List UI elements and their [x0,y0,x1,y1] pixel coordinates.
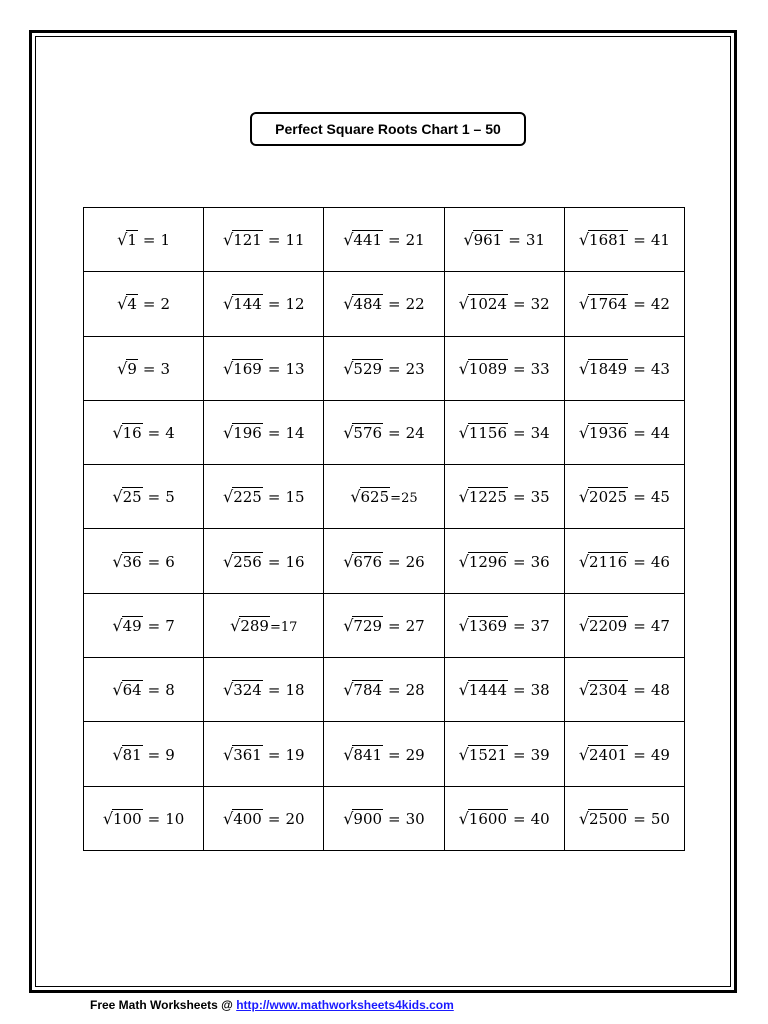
table-cell [84,658,204,722]
root-value: 35 [530,488,550,507]
table-cell [204,272,324,336]
table-cell [324,722,444,786]
table-row [84,529,685,593]
footer [90,998,454,1012]
root-value: 36 [530,552,550,571]
chart-title-text: Perfect Square Roots Chart 1 – 50 [275,121,501,137]
table-cell [444,400,564,464]
radicand: 225 [233,488,262,507]
radical-icon: √ [343,808,354,828]
root-value: 27 [405,616,425,635]
radicand: 1600 [468,809,508,828]
table-cell [324,658,444,722]
radicand: 2500 [589,809,628,828]
table-cell [324,208,444,272]
radicand: 256 [233,552,262,571]
radical-icon: √ [230,615,241,635]
root-value: 21 [405,231,425,250]
radicand: 2401 [589,745,628,764]
radicand: 100 [113,809,142,828]
radical-icon: √ [578,680,590,700]
table-cell [204,465,324,529]
table-cell [204,593,324,657]
radicand: 2304 [589,681,628,700]
table-cell [204,529,324,593]
root-value: 31 [525,231,545,250]
equals-sign: = [267,809,281,828]
equals-sign: = [388,231,401,250]
radical-icon: √ [578,294,590,314]
radicand: 576 [353,424,383,443]
root-value: 13 [285,359,305,378]
table-cell [324,465,444,529]
radicand: 2116 [589,552,628,571]
radical-icon: √ [343,423,354,443]
root-value: 40 [530,809,550,828]
equals-sign: = [147,809,161,828]
table-cell [84,336,204,400]
root-value: 32 [530,295,550,314]
table-row [84,465,685,529]
equals-sign: = [267,231,281,250]
equals-sign: = [513,359,526,378]
radicand: 1521 [468,745,508,764]
root-value: 16 [285,552,305,571]
root-value: 47 [650,616,670,635]
radical-icon: √ [458,615,469,635]
radical-icon: √ [112,615,123,635]
root-value: 33 [530,359,550,378]
root-value: 5 [165,488,175,507]
radical-icon: √ [117,294,128,314]
radicand: 441 [353,231,383,250]
radical-icon: √ [578,230,590,250]
radicand: 81 [122,745,142,764]
radicand: 1681 [589,231,628,250]
equals-sign: = [267,424,281,443]
equals-sign: = [147,488,161,507]
radical-icon: √ [112,423,123,443]
radicand: 289 [240,616,269,635]
radicand: 625 [360,488,390,507]
radicand: 1156 [468,424,508,443]
table-cell [204,400,324,464]
equals-sign: = [267,488,281,507]
root-value: 7 [165,616,175,635]
root-value: 10 [165,809,185,828]
equals-sign: = [267,745,281,764]
root-value: 22 [405,295,425,314]
table-row [84,336,685,400]
root-value: 39 [530,745,550,764]
equals-sign: = [513,295,526,314]
footer-label: Free Math Worksheets @ [90,998,237,1012]
radicand: 1 [127,231,137,250]
radical-icon: √ [458,744,469,764]
root-value: 45 [650,488,670,507]
radical-icon: √ [578,615,590,635]
table-cell [84,593,204,657]
equals-sign: = [633,809,646,828]
radical-icon: √ [112,487,123,507]
root-value: 37 [530,616,550,635]
equals-sign: = [633,745,646,764]
root-value: 11 [285,231,305,250]
table-cell [324,400,444,464]
radicand: 1089 [468,359,508,378]
radical-icon: √ [350,487,361,507]
radicand: 676 [353,552,383,571]
radical-icon: √ [458,358,469,378]
equals-sign: = [513,681,526,700]
radical-icon: √ [578,487,590,507]
radical-icon: √ [223,230,234,250]
equals-sign: = [633,552,646,571]
root-value: 18 [285,681,305,700]
equals-sign: = [142,359,156,378]
equals-sign: = [513,488,526,507]
radical-icon: √ [458,680,469,700]
table-cell [84,400,204,464]
equals-sign: = [390,491,402,507]
table-row [84,272,685,336]
square-roots-table [83,207,685,851]
radical-icon: √ [343,744,354,764]
equals-sign: = [633,359,646,378]
radical-icon: √ [223,294,234,314]
radical-icon: √ [343,615,354,635]
chart-title [250,112,526,146]
radical-icon: √ [343,551,354,571]
radical-icon: √ [223,358,234,378]
radicand: 400 [233,809,262,828]
root-value: 44 [650,424,670,443]
radicand: 121 [233,231,262,250]
root-value: 41 [650,231,670,250]
radicand: 144 [233,295,262,314]
table-cell [564,465,684,529]
radical-icon: √ [458,808,469,828]
root-value: 46 [650,552,670,571]
root-value: 6 [165,552,175,571]
table-cell [564,272,684,336]
radical-icon: √ [223,808,234,828]
equals-sign: = [269,619,281,635]
radical-icon: √ [112,744,123,764]
table-cell [564,336,684,400]
table-cell [444,658,564,722]
table-cell [444,786,564,850]
root-value: 49 [650,745,670,764]
root-value: 48 [650,681,670,700]
equals-sign: = [388,681,401,700]
equals-sign: = [142,231,156,250]
radical-icon: √ [578,808,590,828]
radical-icon: √ [458,487,469,507]
radicand: 1024 [468,295,508,314]
radical-icon: √ [112,680,123,700]
table-cell [564,400,684,464]
radicand: 900 [353,809,383,828]
table-cell [444,465,564,529]
root-value: 20 [285,809,305,828]
equals-sign: = [388,359,401,378]
radicand: 361 [233,745,262,764]
table-row [84,593,685,657]
radical-icon: √ [223,551,234,571]
radical-icon: √ [117,230,128,250]
table-cell [324,593,444,657]
table-cell [204,658,324,722]
equals-sign: = [147,616,161,635]
root-value: 4 [165,424,175,443]
radical-icon: √ [223,744,234,764]
radicand: 1296 [468,552,508,571]
equals-sign: = [267,552,281,571]
radical-icon: √ [578,358,590,378]
table-cell [564,658,684,722]
radicand: 25 [122,488,142,507]
root-value: 50 [650,809,670,828]
radicand: 2209 [589,616,628,635]
radical-icon: √ [458,294,469,314]
equals-sign: = [388,295,401,314]
table-cell [84,465,204,529]
radical-icon: √ [458,423,469,443]
radical-icon: √ [343,680,354,700]
table-row [84,208,685,272]
root-value: 12 [285,295,305,314]
radicand: 16 [122,424,142,443]
table-cell [324,336,444,400]
radicand: 841 [353,745,383,764]
table-cell [444,336,564,400]
root-value: 42 [650,295,670,314]
equals-sign: = [513,745,526,764]
equals-sign: = [267,359,281,378]
equals-sign: = [388,809,401,828]
table-cell [564,529,684,593]
table-cell [444,722,564,786]
table-cell [564,786,684,850]
root-value: 28 [405,681,425,700]
radicand: 64 [122,681,142,700]
radical-icon: √ [458,551,469,571]
root-value: 43 [650,359,670,378]
table-row [84,658,685,722]
root-value: 15 [285,488,305,507]
radicand: 169 [233,359,262,378]
radicand: 9 [127,359,137,378]
table-row [84,400,685,464]
table-cell [84,786,204,850]
equals-sign: = [267,295,281,314]
radical-icon: √ [112,551,123,571]
radical-icon: √ [223,487,234,507]
equals-sign: = [388,424,401,443]
equals-sign: = [513,552,526,571]
table-cell [204,722,324,786]
root-value: 26 [405,552,425,571]
radical-icon: √ [117,358,128,378]
radical-icon: √ [578,744,590,764]
table-cell [564,722,684,786]
equals-sign: = [388,616,401,635]
root-value: 9 [165,745,175,764]
radicand: 784 [353,681,383,700]
table-cell [444,593,564,657]
radical-icon: √ [463,230,474,250]
equals-sign: = [388,745,401,764]
root-value: 2 [160,295,171,314]
table-cell [444,272,564,336]
equals-sign: = [513,424,526,443]
radicand: 4 [127,295,137,314]
table-cell [444,208,564,272]
root-value: 30 [405,809,425,828]
table-row [84,722,685,786]
radicand: 1936 [589,424,628,443]
root-value: 1 [160,231,171,250]
radicand: 484 [353,295,383,314]
footer-link[interactable]: http://www.mathworksheets4kids.com [236,998,454,1012]
table-cell [84,272,204,336]
table-cell [204,208,324,272]
table-cell [564,208,684,272]
root-value: 17 [280,619,298,635]
table-cell [84,722,204,786]
radicand: 1764 [589,295,628,314]
root-value: 3 [160,359,171,378]
root-value: 14 [285,424,305,443]
equals-sign: = [633,231,646,250]
radicand: 729 [353,616,383,635]
equals-sign: = [147,745,161,764]
table-cell [444,529,564,593]
radicand: 529 [353,359,383,378]
equals-sign: = [147,681,161,700]
equals-sign: = [267,681,281,700]
root-value: 24 [405,424,425,443]
table-cell [84,529,204,593]
table-cell [324,786,444,850]
radical-icon: √ [102,808,114,828]
table-cell [204,336,324,400]
table-row [84,786,685,850]
equals-sign: = [147,424,161,443]
radical-icon: √ [343,230,354,250]
equals-sign: = [633,295,646,314]
root-value: 34 [530,424,550,443]
equals-sign: = [147,552,161,571]
radicand: 1225 [468,488,508,507]
radicand: 1444 [468,681,508,700]
radical-icon: √ [223,423,234,443]
equals-sign: = [633,424,646,443]
radicand: 1849 [589,359,628,378]
radicand: 196 [233,424,262,443]
equals-sign: = [633,681,646,700]
radical-icon: √ [578,423,590,443]
equals-sign: = [513,616,526,635]
equals-sign: = [142,295,156,314]
equals-sign: = [633,488,646,507]
equals-sign: = [388,552,401,571]
equals-sign: = [513,809,526,828]
radical-icon: √ [343,294,354,314]
root-value: 29 [405,745,425,764]
root-value: 8 [165,681,175,700]
radicand: 36 [122,552,142,571]
root-value: 23 [405,359,425,378]
radicand: 324 [233,681,262,700]
root-value: 19 [285,745,305,764]
radical-icon: √ [223,680,234,700]
table-cell [324,529,444,593]
table-cell [84,208,204,272]
table-cell [564,593,684,657]
table-cell [324,272,444,336]
equals-sign: = [508,231,521,250]
radicand: 49 [122,616,142,635]
root-value: 38 [530,681,550,700]
root-value: 25 [401,491,418,507]
radicand: 1369 [468,616,508,635]
radicand: 2025 [589,488,628,507]
radicand: 961 [473,231,503,250]
radical-icon: √ [343,358,354,378]
radical-icon: √ [578,551,590,571]
equals-sign: = [633,616,646,635]
table-cell [204,786,324,850]
